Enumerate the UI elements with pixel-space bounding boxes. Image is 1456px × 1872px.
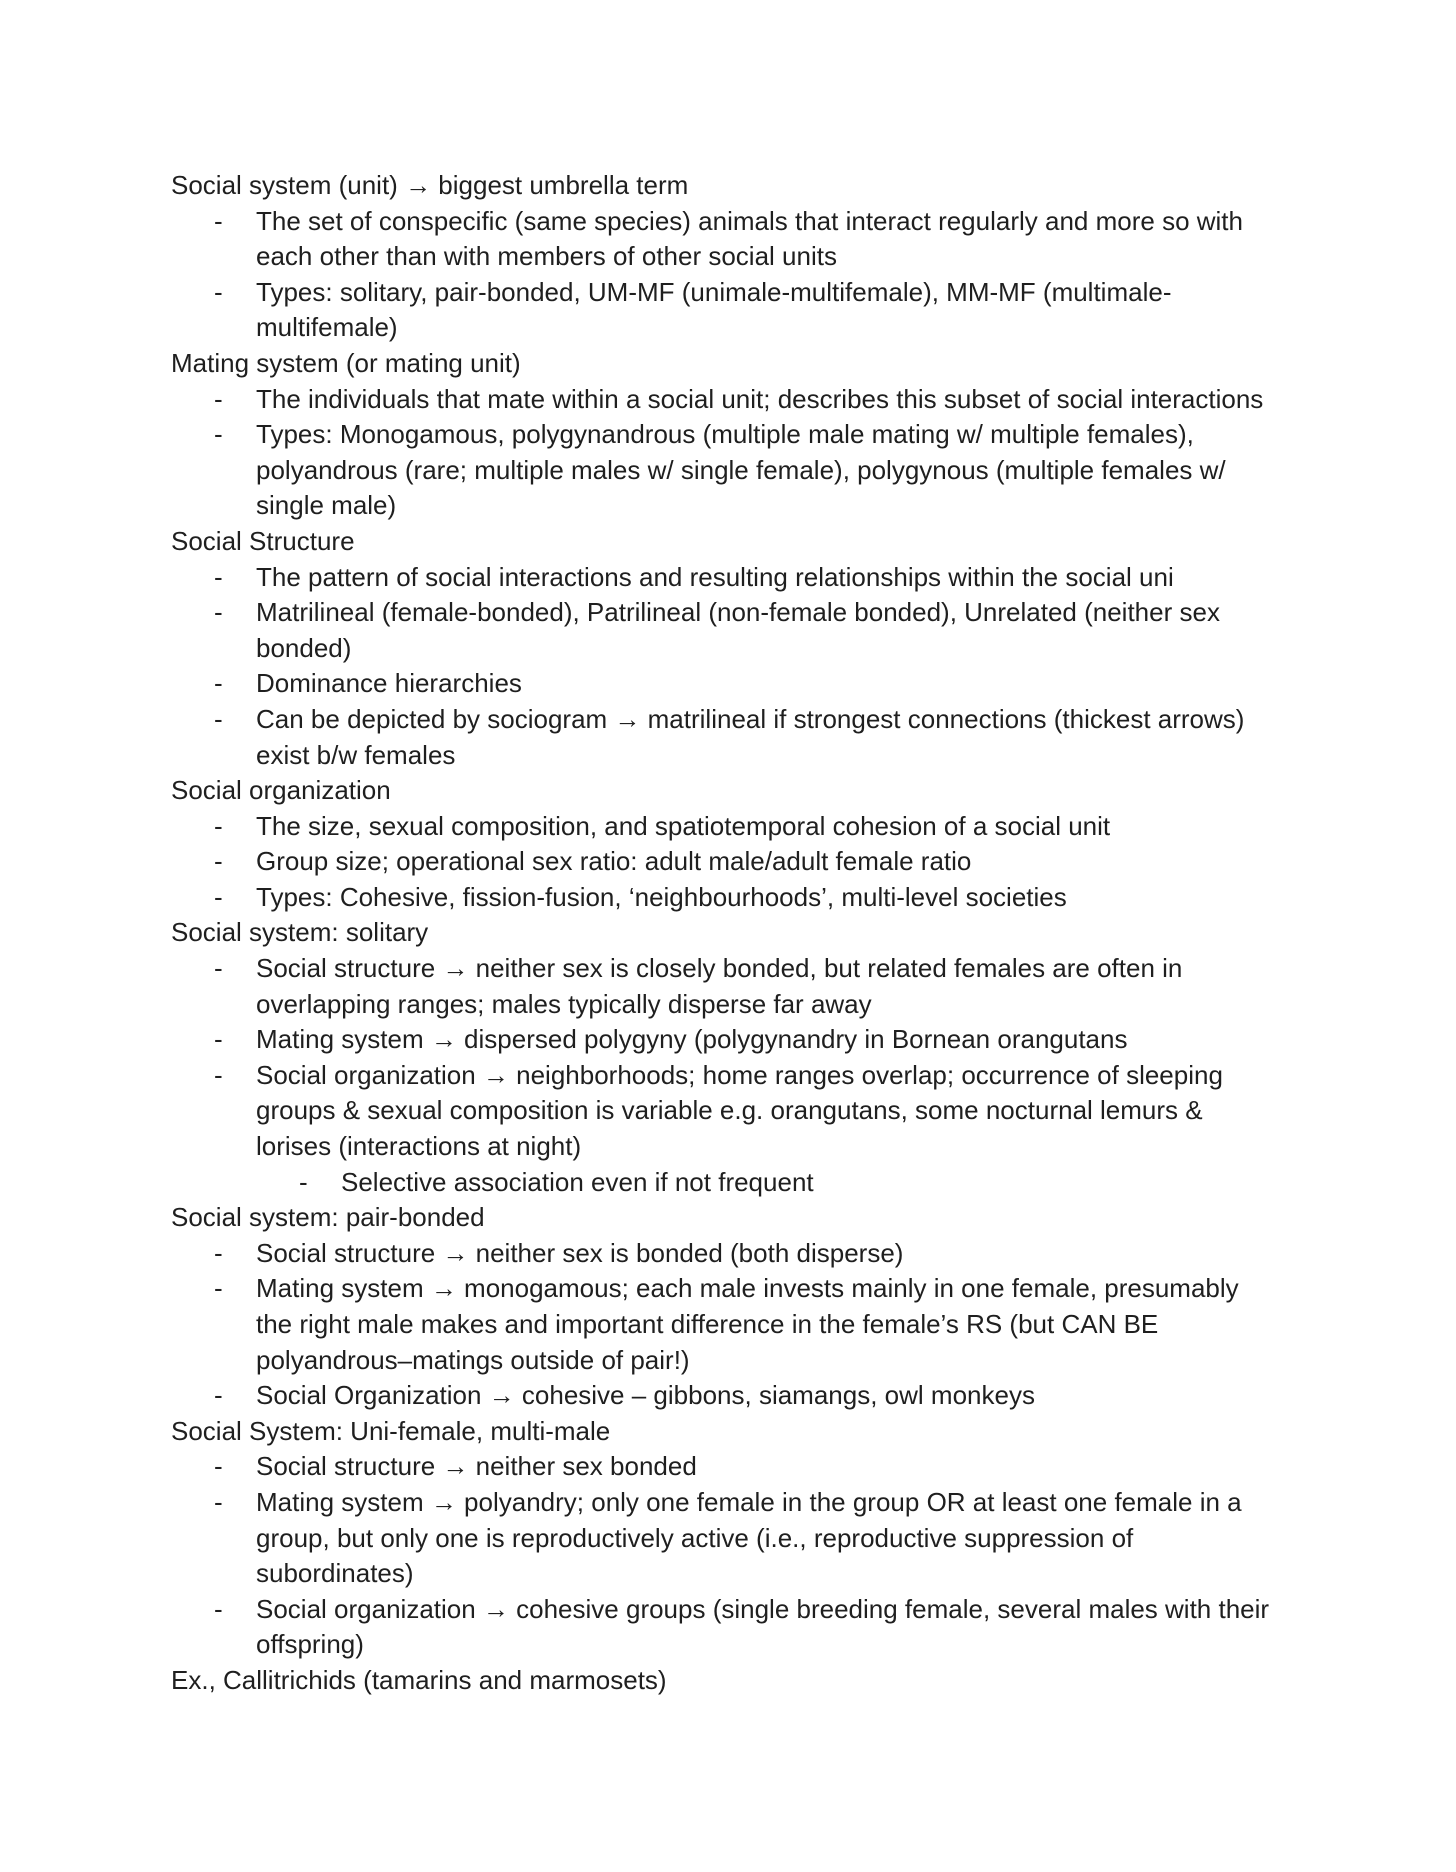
- bullet-item: [171, 844, 1276, 880]
- bullet-dash: -: [214, 597, 223, 628]
- bullet-item: [171, 204, 1276, 275]
- bullet-dash: -: [214, 1273, 223, 1304]
- bullet-dash: -: [214, 1451, 223, 1482]
- bullet-text: Mating system → monogamous; each male invests mainly in one female, presumably the right male makes and important difference in the female’s RS (but CAN BE polyandrous–matings outside of pair!): [256, 1273, 1239, 1375]
- bullet-dash: -: [214, 1237, 223, 1268]
- bullet-dash: -: [214, 205, 223, 236]
- bullet-text: Types: Cohesive, fission-fusion, ‘neighbourhoods’, multi-level societies: [256, 881, 1067, 912]
- bullet-text: Social Organization → cohesive – gibbons, siamangs, owl monkeys: [256, 1380, 1035, 1411]
- bullet-text: Social organization → cohesive groups (single breeding female, several males with their offspring): [256, 1593, 1270, 1660]
- bullet-text: The pattern of social interactions and resulting relationships within the social uni: [256, 561, 1174, 592]
- sub-bullet-text: Selective association even if not frequent: [341, 1166, 814, 1197]
- bullet-text: Group size; operational sex ratio: adult male/adult female ratio: [256, 846, 972, 877]
- section-heading: Mating system (or mating unit): [171, 347, 521, 378]
- bullet-text: The set of conspecific (same species) animals that interact regularly and more so with each other than with members of other social units: [256, 205, 1243, 272]
- bullet-text: Social organization → neighborhoods; home ranges overlap; occurrence of sleeping groups & sexual composition is variable e.g. orangutans, some nocturnal lemurs & lorises (interactions at night): [256, 1059, 1223, 1162]
- section-heading: Social System: Uni-female, multi-male: [171, 1415, 611, 1446]
- bullet-dash: -: [299, 1166, 308, 1197]
- bullet-item: [171, 1485, 1276, 1592]
- bullet-item: [171, 1378, 1276, 1414]
- outline-section: [171, 1414, 1291, 1663]
- bullet-text: Mating system → polyandry; only one female in the group OR at least one female in a group, but only one is reproductively active (i.e., reproductive suppression of subordinates): [256, 1486, 1242, 1589]
- bullet-text: Mating system → dispersed polygyny (polygynandry in Bornean orangutans: [256, 1024, 1128, 1055]
- bullet-text: Matrilineal (female-bonded), Patrilineal (non-female bonded), Unrelated (neither sex bonded): [256, 597, 1220, 663]
- bullet-dash: -: [214, 1024, 223, 1055]
- bullet-text: Dominance hierarchies: [256, 668, 522, 699]
- bullet-item: [171, 1271, 1276, 1378]
- section-heading: Social organization: [171, 775, 391, 806]
- bullet-dash: -: [214, 668, 223, 699]
- bullet-item: [171, 809, 1276, 845]
- bullet-item: [171, 702, 1276, 773]
- bullet-item: [171, 1236, 1276, 1272]
- bullet-item: [171, 560, 1276, 596]
- bullet-dash: -: [214, 276, 223, 307]
- bullet-text: Types: Monogamous, polygynandrous (multiple male mating w/ multiple females), polyandrous (rare; multiple males w/ single female), polygynous (multiple females w/ single male): [256, 419, 1226, 521]
- bullet-dash: -: [214, 703, 223, 734]
- bullet-item: [171, 1022, 1276, 1058]
- bullet-item: [171, 1592, 1276, 1663]
- outline-section: [171, 773, 1291, 915]
- bullet-text: The size, sexual composition, and spatiotemporal cohesion of a social unit: [256, 810, 1111, 841]
- bullet-text: Types: solitary, pair-bonded, UM-MF (unimale-multifemale), MM-MF (multimale-multifemale): [256, 276, 1172, 343]
- bullet-text: Social structure → neither sex is bonded (both disperse): [256, 1237, 904, 1268]
- outline-section: [171, 1200, 1291, 1414]
- sub-bullet-item: [171, 1165, 1291, 1201]
- bullet-dash: -: [214, 1593, 223, 1624]
- outline-section: [171, 524, 1291, 773]
- bullet-dash: -: [214, 383, 223, 414]
- section-heading: Social system (unit) → biggest umbrella term: [171, 170, 689, 200]
- bullet-item: [171, 951, 1276, 1022]
- bullet-text: Social structure → neither sex bonded: [256, 1451, 697, 1482]
- bullet-dash: -: [214, 1486, 223, 1517]
- outline-section: [171, 168, 1291, 346]
- bullet-dash: -: [214, 953, 223, 984]
- example-line: Ex., Callitrichids (tamarins and marmosets): [171, 1664, 667, 1695]
- bullet-dash: -: [214, 881, 223, 912]
- bullet-item: [171, 1058, 1276, 1165]
- bullet-text: The individuals that mate within a social unit; describes this subset of social interactions: [256, 383, 1264, 414]
- section-heading: Social system: pair-bonded: [171, 1202, 485, 1233]
- bullet-item: [171, 1449, 1276, 1485]
- bullet-text: Social structure → neither sex is closely bonded, but related females are often in overlapping ranges; males typically disperse far away: [256, 953, 1183, 1019]
- bullet-text: Can be depicted by sociogram → matrilineal if strongest connections (thickest arrows) exist b/w females: [256, 703, 1245, 770]
- bullet-dash: -: [214, 561, 223, 592]
- bullet-dash: -: [214, 1380, 223, 1411]
- bullet-dash: -: [214, 419, 223, 450]
- bullet-item: [171, 666, 1276, 702]
- bullet-item: [171, 382, 1276, 418]
- bullet-item: [171, 275, 1276, 346]
- document-body: [171, 168, 1291, 1699]
- outline-section: [171, 346, 1291, 524]
- bullet-item: [171, 880, 1276, 916]
- outline-section: [171, 915, 1291, 1200]
- bullet-dash: -: [214, 1059, 223, 1090]
- bullet-dash: -: [214, 846, 223, 877]
- bullet-dash: -: [214, 810, 223, 841]
- bullet-item: [171, 595, 1276, 666]
- section-heading: Social system: solitary: [171, 917, 429, 948]
- section-heading: Social Structure: [171, 525, 355, 556]
- bullet-item: [171, 417, 1276, 524]
